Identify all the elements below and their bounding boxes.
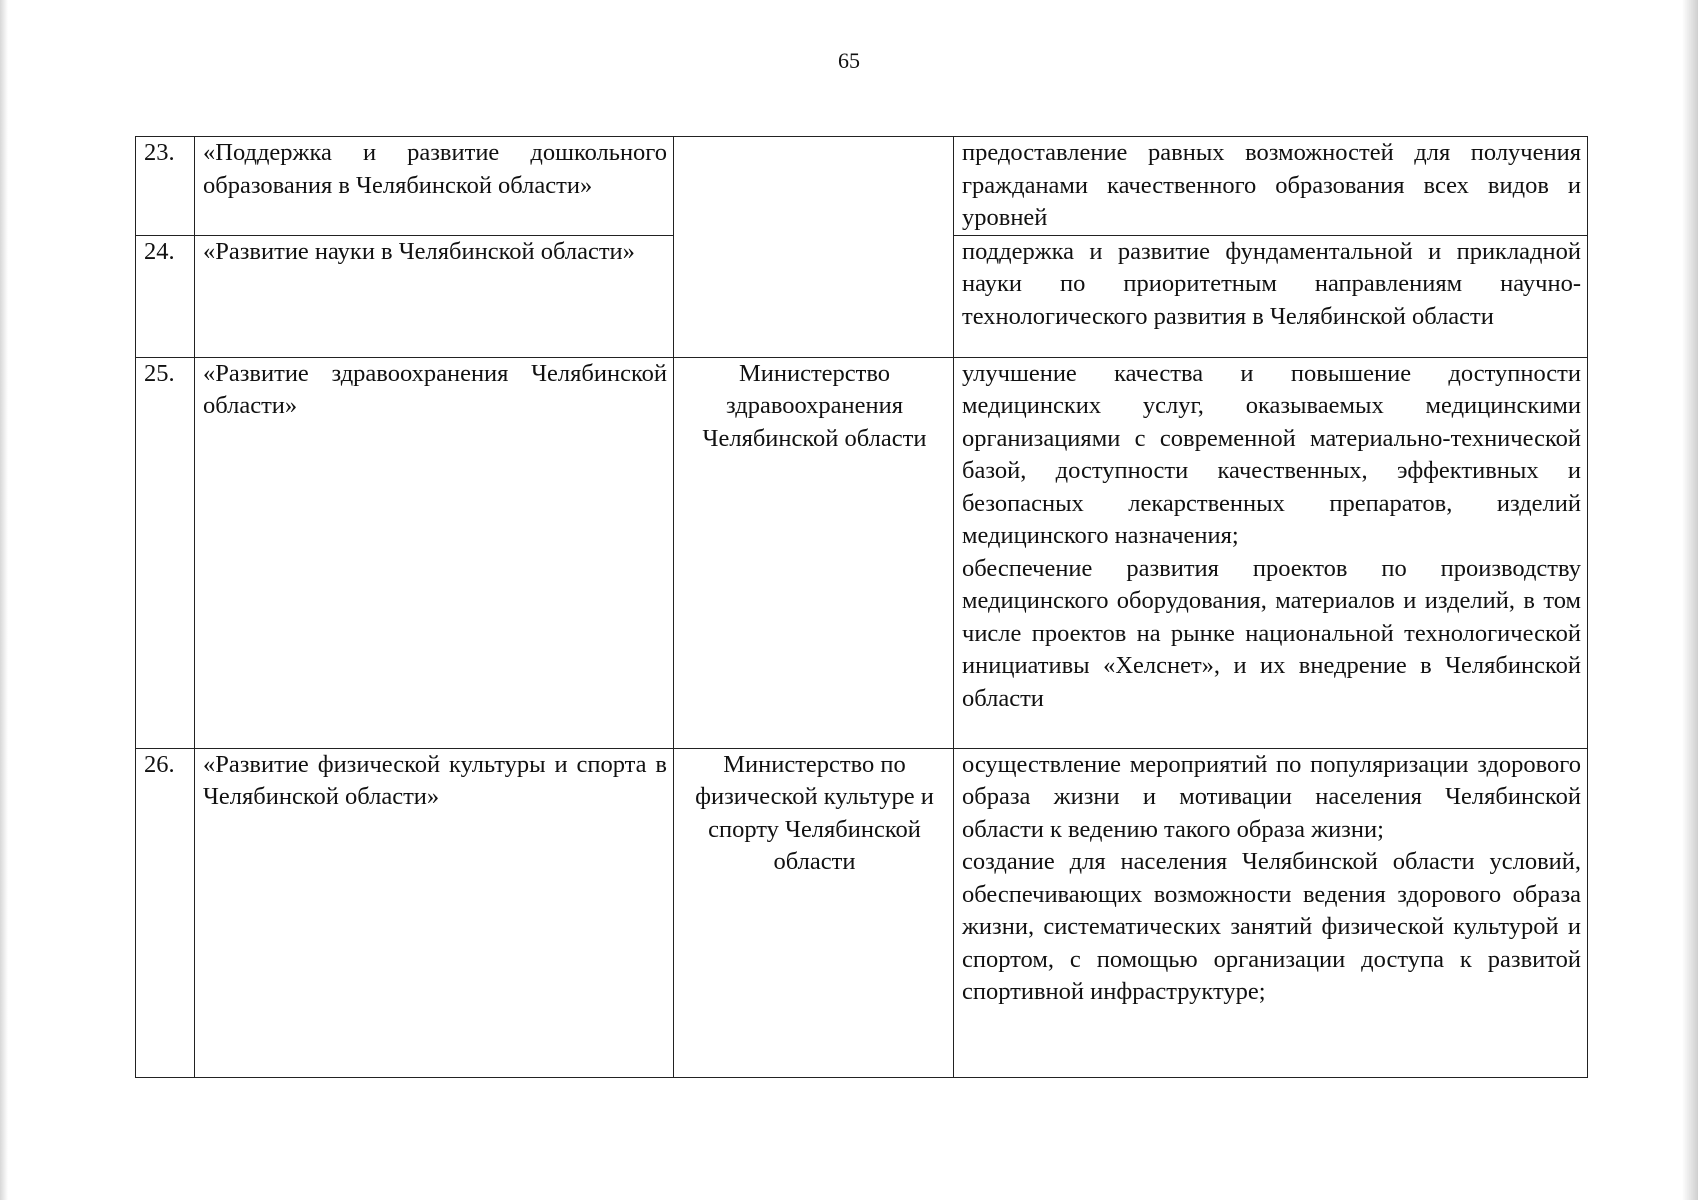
goal-paragraph: поддержка и развитие фундаментальной и прикладной науки по приоритетным направлениям научно-технологического развития в Челябинской области (962, 237, 1581, 330)
program-goals (954, 357, 1588, 748)
program-name: «Развитие физической культуры и спорта в Челябинской области» (195, 748, 674, 1077)
row-number: 23. (136, 137, 195, 236)
goal-paragraph: улучшение качества и повышение доступности медицинских услуг, оказываемых медицинскими организациями с современной материально-технической базой, доступности качественных, эффективных и безопасных лекарственных препаратов, изделий медицинского назначения; (962, 359, 1581, 549)
scan-edge-left (0, 0, 8, 1200)
table-row (136, 137, 1588, 236)
program-name: «Поддержка и развитие дошкольного образования в Челябинской области» (195, 137, 674, 236)
program-goals (954, 137, 1588, 236)
row-number: 26. (136, 748, 195, 1077)
program-goals (954, 235, 1588, 357)
scan-edge-right (1682, 0, 1698, 1200)
table-row (136, 748, 1588, 1077)
responsible-organization: Министерство по физической культуре и спорту Челябинской области (674, 748, 954, 1077)
program-goals (954, 748, 1588, 1077)
goal-paragraph: предоставление равных возможностей для получения гражданами качественного образования всех видов и уровней (962, 139, 1581, 231)
goal-paragraph: обеспечение развития проектов по производству медицинского оборудования, материалов и изделий, в том числе проектов на рынке национальной технологической инициативы «Хелснет», и их внедрение в Челябинской области (962, 554, 1581, 712)
programs-table (135, 136, 1588, 1078)
goal-paragraph: осуществление мероприятий по популяризации здорового образа жизни и мотивации населения Челябинской области к ведению такого образа жизни; (962, 750, 1581, 843)
row-number: 25. (136, 357, 195, 748)
responsible-organization: Министерство здравоохранения Челябинской области (674, 357, 954, 748)
table-row (136, 357, 1588, 748)
responsible-organization (674, 137, 954, 358)
program-name: «Развитие здравоохранения Челябинской области» (195, 357, 674, 748)
program-name: «Развитие науки в Челябинской области» (195, 235, 674, 357)
goal-paragraph: создание для населения Челябинской области условий, обеспечивающих возможности ведения здорового образа жизни, систематических занятий физической культурой и спортом, с помощью организации доступа к развитой спортивной инфраструктуре; (962, 848, 1581, 1005)
page-number: 65 (838, 48, 860, 73)
row-number: 24. (136, 235, 195, 357)
